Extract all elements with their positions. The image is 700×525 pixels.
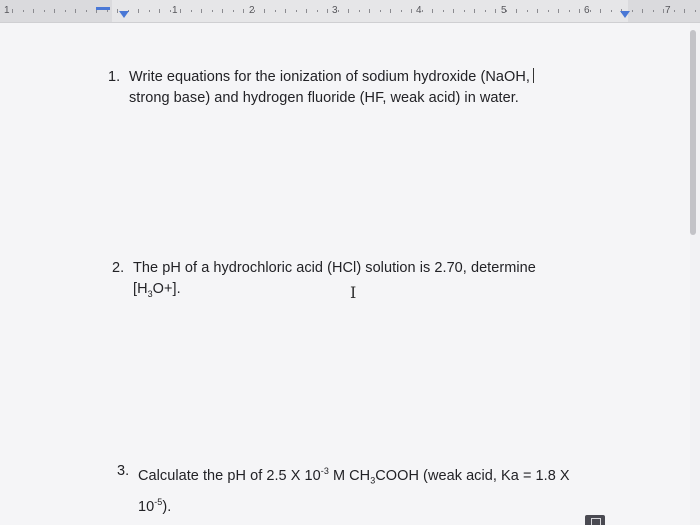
text-part: 10 (138, 498, 155, 515)
ruler-margin-right (628, 0, 700, 22)
ruler-tick (180, 9, 181, 13)
explore-button[interactable] (585, 515, 605, 525)
ruler-tick (653, 10, 654, 12)
ruler-number: 2 (249, 5, 255, 16)
ruler-tick (380, 10, 381, 12)
ruler-tick (485, 10, 486, 12)
ruler-tick (327, 9, 328, 13)
ruler-tick (674, 10, 675, 12)
ruler-number: 5 (501, 5, 507, 16)
ruler-tick (12, 9, 13, 13)
ruler-tick (348, 9, 349, 13)
ruler-number: 3 (332, 5, 338, 16)
ruler-tick (527, 10, 528, 12)
ruler-tick (453, 9, 454, 13)
ruler-tick (632, 10, 633, 12)
question-line: Write equations for the ionization of sodium hydroxide (NaOH, (129, 69, 530, 85)
question-line: The pH of a hydrochloric acid (HCl) solution is 2.70, determine (133, 260, 536, 276)
ruler-tick (86, 10, 87, 12)
ruler-tick (285, 9, 286, 13)
first-line-indent-handle[interactable] (96, 7, 110, 10)
ruler-tick (54, 9, 55, 13)
formula-part: [H (133, 281, 148, 297)
ruler-tick (411, 9, 412, 13)
ruler-tick (516, 9, 517, 13)
formula-part: O+]. (152, 281, 181, 297)
question-line: strong base) and hydrogen fluoride (HF, weak acid) in water. (129, 90, 519, 106)
ruler-tick (474, 9, 475, 13)
ruler-tick (401, 10, 402, 12)
question-number: 2. (112, 260, 125, 276)
ruler-tick (684, 9, 685, 13)
ruler-tick (170, 10, 171, 12)
text-part: Calculate the pH of 2.5 X 10 (138, 467, 321, 484)
ruler-tick (369, 9, 370, 13)
left-indent-marker-icon[interactable] (119, 11, 129, 18)
ruler-tick (537, 9, 538, 13)
ruler-number: 6 (584, 5, 590, 16)
ruler-tick (296, 10, 297, 12)
ruler-tick (548, 10, 549, 12)
ruler-tick (138, 9, 139, 13)
ruler-tick (306, 9, 307, 13)
right-indent-marker-icon[interactable] (620, 11, 630, 18)
ruler-tick (464, 10, 465, 12)
ruler-tick (264, 9, 265, 13)
ruler-tick (117, 9, 118, 13)
ruler-tick (33, 9, 34, 13)
ruler-tick (642, 9, 643, 13)
ruler-tick (233, 10, 234, 12)
ruler-tick (107, 10, 108, 12)
ruler-tick (159, 9, 160, 13)
ruler-tick (600, 9, 601, 13)
ruler-tick (44, 10, 45, 12)
ruler-tick (65, 10, 66, 12)
horizontal-ruler[interactable] (0, 0, 700, 23)
ruler-tick (23, 10, 24, 12)
question-text (133, 258, 592, 305)
ruler-tick (275, 10, 276, 12)
ruler-tick (75, 9, 76, 13)
ruler-tick (611, 10, 612, 12)
text-part: ). (162, 498, 172, 515)
ruler-tick (390, 9, 391, 13)
ruler-tick (443, 10, 444, 12)
ruler-tick (317, 10, 318, 12)
ibeam-cursor-icon: I (350, 283, 357, 302)
superscript: -3 (320, 466, 329, 476)
question-text (138, 461, 617, 518)
ruler-tick (569, 10, 570, 12)
ruler-number: 1 (4, 5, 10, 16)
text-part: COOH (weak acid, Ka = 1.8 X (375, 467, 570, 484)
ruler-tick (558, 9, 559, 13)
text-cursor (533, 68, 534, 83)
ruler-tick (359, 10, 360, 12)
ruler-tick (212, 10, 213, 12)
ruler-number: 7 (665, 5, 671, 16)
ruler-tick (191, 10, 192, 12)
text-part: M CH (328, 467, 371, 484)
ruler-tick (432, 9, 433, 13)
ruler-tick (579, 9, 580, 13)
question-number: 3. (117, 463, 130, 479)
question-3[interactable] (117, 461, 617, 518)
subscript: 3 (370, 475, 376, 486)
ruler-tick (149, 10, 150, 12)
ruler-tick (201, 9, 202, 13)
ruler-number: 4 (416, 5, 422, 16)
ruler-tick (495, 9, 496, 13)
question-1[interactable] (108, 67, 588, 109)
ruler-number: 1 (172, 5, 178, 16)
ruler-tick (222, 9, 223, 13)
subscript: 3 (147, 288, 153, 299)
ruler-tick (663, 9, 664, 13)
question-number: 1. (108, 69, 121, 85)
vertical-scrollbar-thumb[interactable] (690, 30, 696, 235)
ruler-tick (243, 9, 244, 13)
ruler-tick (695, 10, 696, 12)
question-text (129, 67, 588, 109)
superscript: -5 (154, 496, 163, 507)
